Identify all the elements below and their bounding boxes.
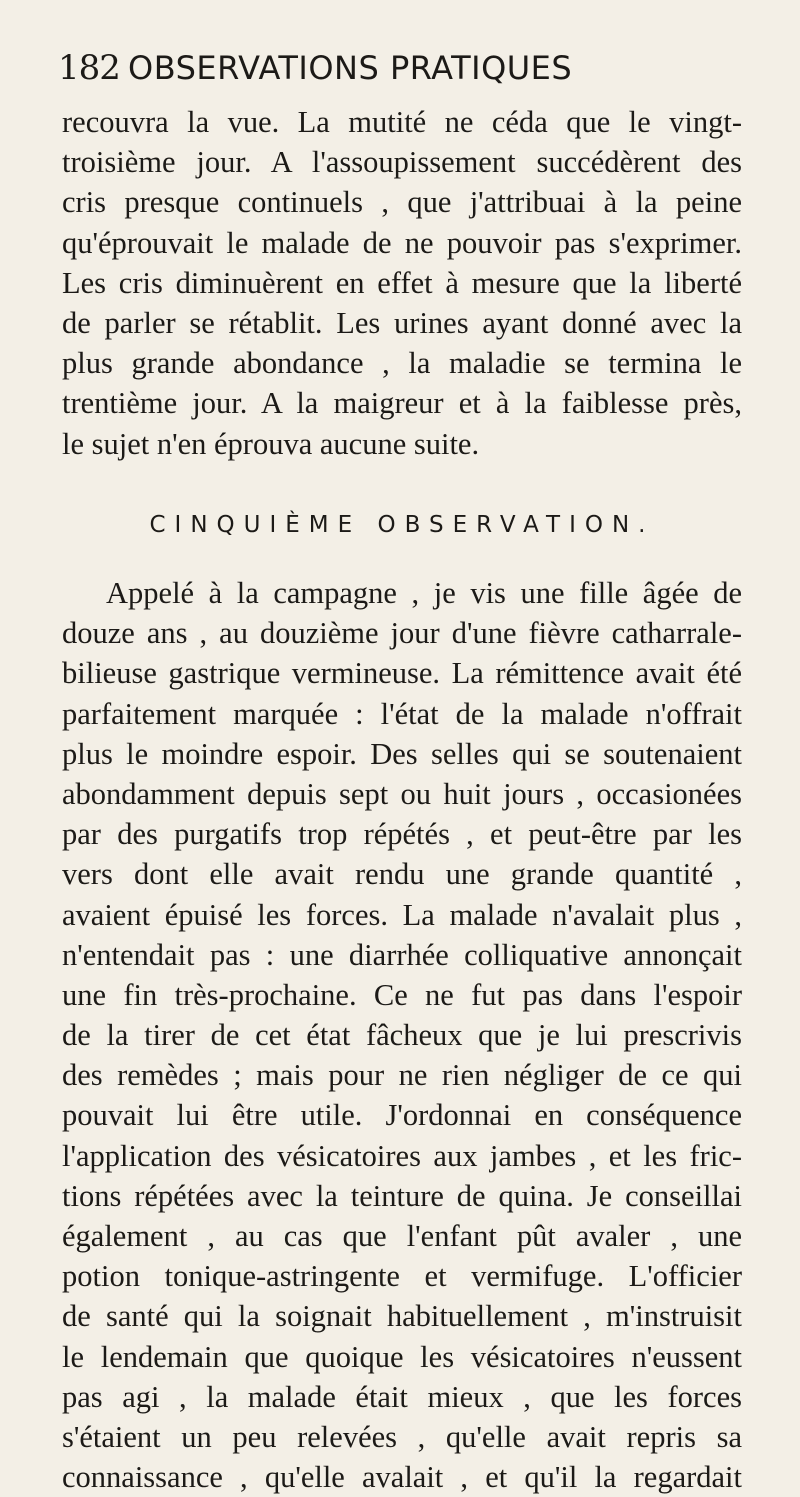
- text-line: de la tirer de cet état fâcheux que je lui prescrivis: [62, 1018, 742, 1053]
- text-line: pas agi , la malade était mieux , que les forces: [62, 1379, 742, 1414]
- text-line: Les cris diminuèrent en effet à mesure que la liberté: [62, 265, 742, 300]
- text-line: qu'éprouvait le malade de ne pouvoir pas s'exprimer.: [62, 225, 742, 260]
- text-line: le sujet n'en éprouva aucune suite.: [62, 426, 480, 461]
- text-line: par des purgatifs trop répétés , et peut-être par les: [62, 817, 742, 852]
- text-line: des remèdes ; mais pour ne rien négliger de ce qui: [62, 1058, 742, 1093]
- text-line: avaient épuisé les forces. La malade n'avalait plus ,: [62, 897, 742, 932]
- text-line: le lendemain que quoique les vésicatoires n'eussent: [62, 1339, 742, 1374]
- page-number: 182: [58, 48, 120, 88]
- text-line: de parler se rétablit. Les urines ayant donné avec la: [62, 305, 742, 340]
- text-line: n'entendait pas : une diarrhée colliquative annonçait: [62, 937, 742, 972]
- page-header: [58, 46, 758, 90]
- paragraph-observation: [62, 573, 742, 1497]
- text-line: potion tonique-astringente et vermifuge. L'officier: [62, 1259, 742, 1294]
- text-line: abondamment depuis sept ou huit jours , occasionées: [62, 776, 742, 811]
- text-line: troisième jour. A l'assoupissement succédèrent des: [62, 145, 742, 180]
- text-line: Appelé à la campagne , je vis une fille âgée de: [106, 576, 742, 610]
- text-line: parfaitement marquée : l'état de la malade n'offrait: [62, 696, 742, 731]
- text-line: douze ans , au douzième jour d'une fièvre catharrale-: [62, 616, 742, 651]
- text-line: tions répétées avec la teinture de quina. Je conseillai: [62, 1178, 742, 1213]
- section-heading: CINQUIÈME OBSERVATION.: [149, 512, 655, 538]
- text-line: plus grande abondance , la maladie se termina le: [62, 346, 742, 381]
- text-line: cris presque continuels , que j'attribuai à la peine: [62, 185, 742, 220]
- text-line: connaissance , qu'elle avalait , et qu'il la regardait: [62, 1460, 742, 1495]
- paragraph-continued: [62, 102, 742, 464]
- text-line: bilieuse gastrique vermineuse. La rémittence avait été: [62, 656, 742, 691]
- text-line: de santé qui la soignait habituellement , m'instruisit: [62, 1299, 742, 1334]
- text-line: s'étaient un peu relevées , qu'elle avait repris sa: [62, 1419, 742, 1454]
- running-head: OBSERVATIONS PRATIQUES: [128, 49, 573, 87]
- text-line: une fin très-prochaine. Ce ne fut pas dans l'espoir: [62, 977, 742, 1012]
- text-line: pouvait lui être utile. J'ordonnai en conséquence: [62, 1098, 742, 1133]
- text-line: recouvra la vue. La mutité ne céda que le vingt-: [62, 105, 742, 139]
- text-line: également , au cas que l'enfant pût avaler , une: [62, 1219, 742, 1253]
- text-line: trentième jour. A la maigreur et à la faiblesse près,: [62, 386, 742, 421]
- text-line: l'application des vésicatoires aux jambes , et les fric-: [62, 1138, 742, 1173]
- text-line: plus le moindre espoir. Des selles qui se soutenaient: [62, 736, 742, 771]
- text-line: vers dont elle avait rendu une grande quantité ,: [62, 857, 742, 892]
